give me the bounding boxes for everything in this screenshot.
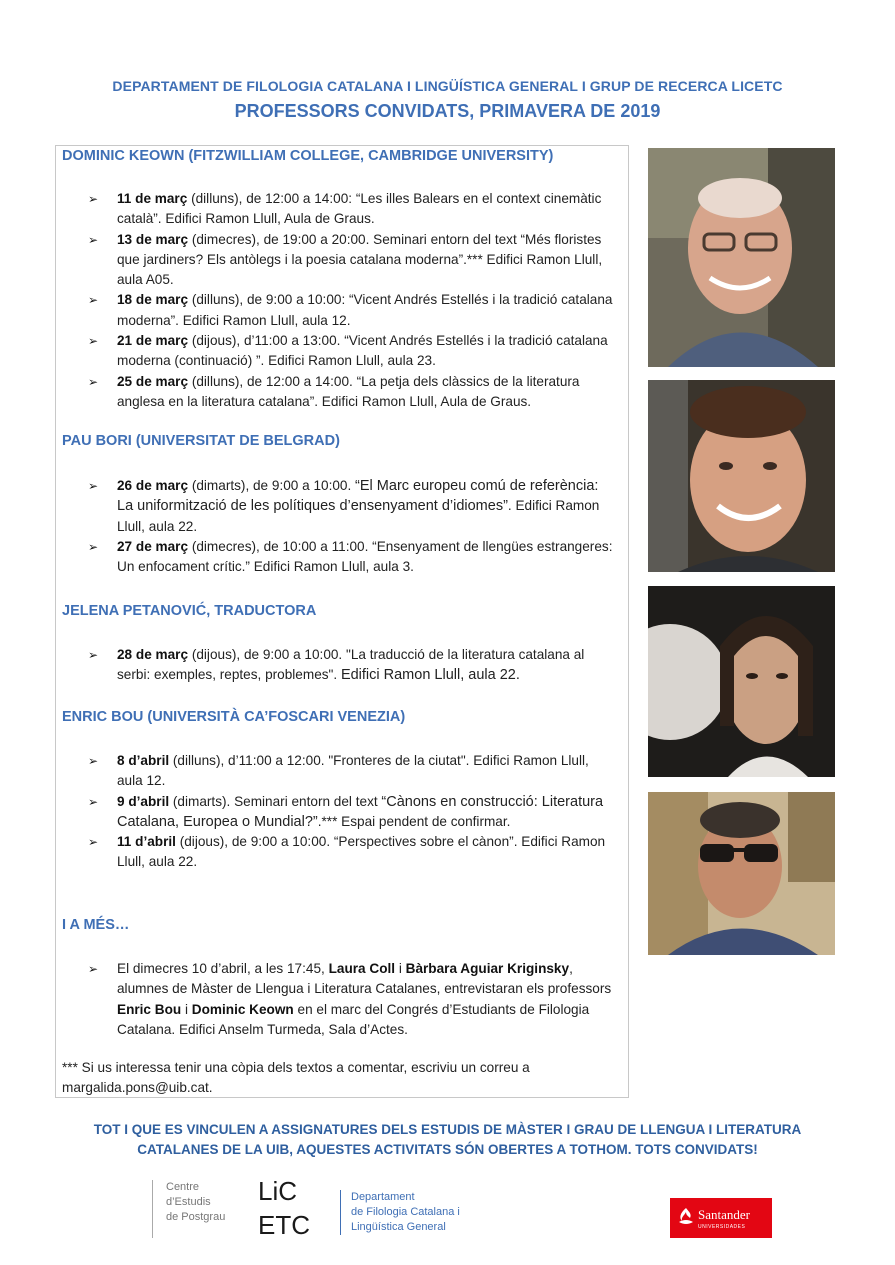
- logo-text: Departament: [351, 1191, 415, 1203]
- event-list-mes: [88, 959, 618, 1040]
- event-list-bori: [88, 476, 618, 577]
- event-item: ➢ 28 de març (dijous), de 9:00 a 10:00. "La traducció de la literatura catalana al serbi: exemples, reptes, problemes". Edifici Ramon Llull, aula 22.: [88, 647, 585, 684]
- section-title-keown: DOMINIC KEOWN (FITZWILLIAM COLLEGE, CAMBRIDGE UNIVERSITY): [62, 148, 554, 164]
- event-list-bou: [88, 751, 618, 873]
- section-title-bou: ENRIC BOU (UNIVERSITÀ CA’FOSCARI VENEZIA): [62, 709, 406, 725]
- event-item: ➢ 13 de març (dimecres), de 19:00 a 20:00. Seminari entorn del text “Més floristes que jardiners? Els antòlegs i la poesia catalana moderna”.*** Edifici Ramon Llull, aula A05.: [88, 231, 603, 288]
- arrow-bullet-icon: ➢: [88, 293, 99, 308]
- photo-jelena-petanovic: [648, 586, 835, 777]
- event-item: ➢ 11 d’abril (dijous), de 9:00 a 10:00. “Perspectives sobre el cànon”. Edifici Ramon Llull, aula 22.: [88, 834, 606, 870]
- event-item: ➢ 8 d’abril (dilluns), d’11:00 a 12:00. "Fronteres de la ciutat". Edifici Ramon Llull, aula 12.: [88, 753, 589, 789]
- arrow-bullet-icon: ➢: [88, 835, 99, 850]
- section-title-petanovic: JELENA PETANOVIĆ, TRADUCTORA: [62, 603, 317, 619]
- arrow-bullet-icon: ➢: [88, 479, 99, 493]
- footer-line-1: TOT I QUE ES VINCULEN A ASSIGNATURES DELS ESTUDIS DE MÀSTER I GRAU DE LLENGUA I LITERATURA: [93, 1122, 802, 1137]
- event-list-petanovic: [88, 645, 618, 686]
- logo-centre-estudis-postgrau: [152, 1180, 225, 1238]
- logo-text: Santander: [698, 1207, 750, 1222]
- photo-enric-bou: [648, 792, 835, 955]
- header-department: DEPARTAMENT DE FILOLOGIA CATALANA I LINGÜÍSTICA GENERAL I GRUP DE RECERCA LICETC: [112, 78, 783, 94]
- arrow-bullet-icon: ➢: [88, 192, 99, 206]
- event-item: ➢ 21 de març (dijous), d’11:00 a 13:00. “Vicent Andrés Estellés i la tradició catalana moderna (continuació) ”. Edifici Ramon Llull, aula 23.: [88, 333, 608, 369]
- event-item: ➢ 27 de març (dimecres), de 10:00 a 11:00. “Ensenyament de llengües estrangeres: Un enfocament crític.” Edifici Ramon Llull, aula 3.: [88, 538, 613, 575]
- arrow-bullet-icon: ➢: [88, 794, 99, 809]
- event-item: ➢ 18 de març (dilluns), de 9:00 a 10:00: “Vicent Andrés Estellés i la tradició catalana moderna”. Edifici Ramon Llull, aula 12.: [88, 292, 613, 328]
- arrow-bullet-icon: ➢: [88, 539, 99, 554]
- logo-santander: [670, 1198, 772, 1238]
- section-title-bori: PAU BORI (UNIVERSITAT DE BELGRAD): [62, 433, 340, 449]
- logo-text: de Postgrau: [166, 1211, 226, 1223]
- arrow-bullet-icon: ➢: [88, 754, 99, 768]
- logo-licetc: [258, 1176, 320, 1240]
- arrow-bullet-icon: ➢: [88, 648, 99, 662]
- event-item: ➢ 11 de març (dilluns), de 12:00 a 14:00: “Les illes Balears en el context cinemàtic català”. Edifici Ramon Llull, Aula de Graus.: [88, 191, 602, 227]
- header-title: PROFESSORS CONVIDATS, PRIMAVERA DE 2019: [234, 101, 661, 121]
- event-item: ➢ 9 d’abril (dimarts). Seminari entorn del text “Cànons en construcció: Literatura Catalana, Europea o Mundial?”.*** Espai pendent de confirmar.: [88, 793, 604, 830]
- section-title-mes: I A MÉS…: [62, 917, 130, 933]
- logo-text: de Filologia Catalana i: [351, 1206, 460, 1218]
- santander-flame-icon: [678, 1208, 694, 1226]
- arrow-bullet-icon: ➢: [88, 962, 99, 976]
- logo-departament: [340, 1190, 460, 1235]
- event-item: ➢ 25 de març (dilluns), de 12:00 a 14:00. “La petja dels clàssics de la literatura anglesa en la literatura catalana”. Edifici Ramon Llull, Aula de Graus.: [88, 373, 580, 409]
- arrow-bullet-icon: ➢: [88, 334, 99, 349]
- photo-pau-bori: [648, 380, 835, 572]
- photo-dominic-keown: [648, 148, 835, 367]
- logo-text: Centre: [166, 1181, 200, 1193]
- event-item: ➢ El dimecres 10 d’abril, a les 17:45, Laura Coll i Bàrbara Aguiar Kriginsky, alumnes de Màster de Llengua i Literatura Catalanes, entrevistaran els professors Enric Bou i Dominic Keown en el marc del Congrés d’Estudiants de Filologia Catalana. Edifici Anselm Turmeda, Sala d’Actes.: [88, 961, 612, 1037]
- logo-text: ETC: [258, 1210, 310, 1240]
- logo-text: UNIVERSIDADES: [698, 1224, 746, 1230]
- event-item: ➢ 26 de març (dimarts), de 9:00 a 10:00. “El Marc europeu comú de referència: La uniformització de les polítiques d’ensenyament d’idiomes”. Edifici Ramon Llull, aula 22.: [88, 478, 600, 534]
- arrow-bullet-icon: ➢: [88, 374, 99, 389]
- logo-text: Lingüística General: [351, 1221, 446, 1233]
- footer-notice: [0, 1120, 895, 1160]
- arrow-bullet-icon: ➢: [88, 232, 99, 247]
- event-list-keown: [88, 189, 618, 412]
- logo-text: LiC: [258, 1176, 298, 1206]
- footnote: *** Si us interessa tenir una còpia dels textos a comentar, escriviu un correu a margalida.pons@uib.cat.: [62, 1060, 530, 1095]
- footer-line-2: CATALANES DE LA UIB, AQUESTES ACTIVITATS SÓN OBERTES A TOTHOM. TOTS CONVIDATS!: [137, 1142, 758, 1157]
- logo-text: d’Estudis: [166, 1196, 211, 1208]
